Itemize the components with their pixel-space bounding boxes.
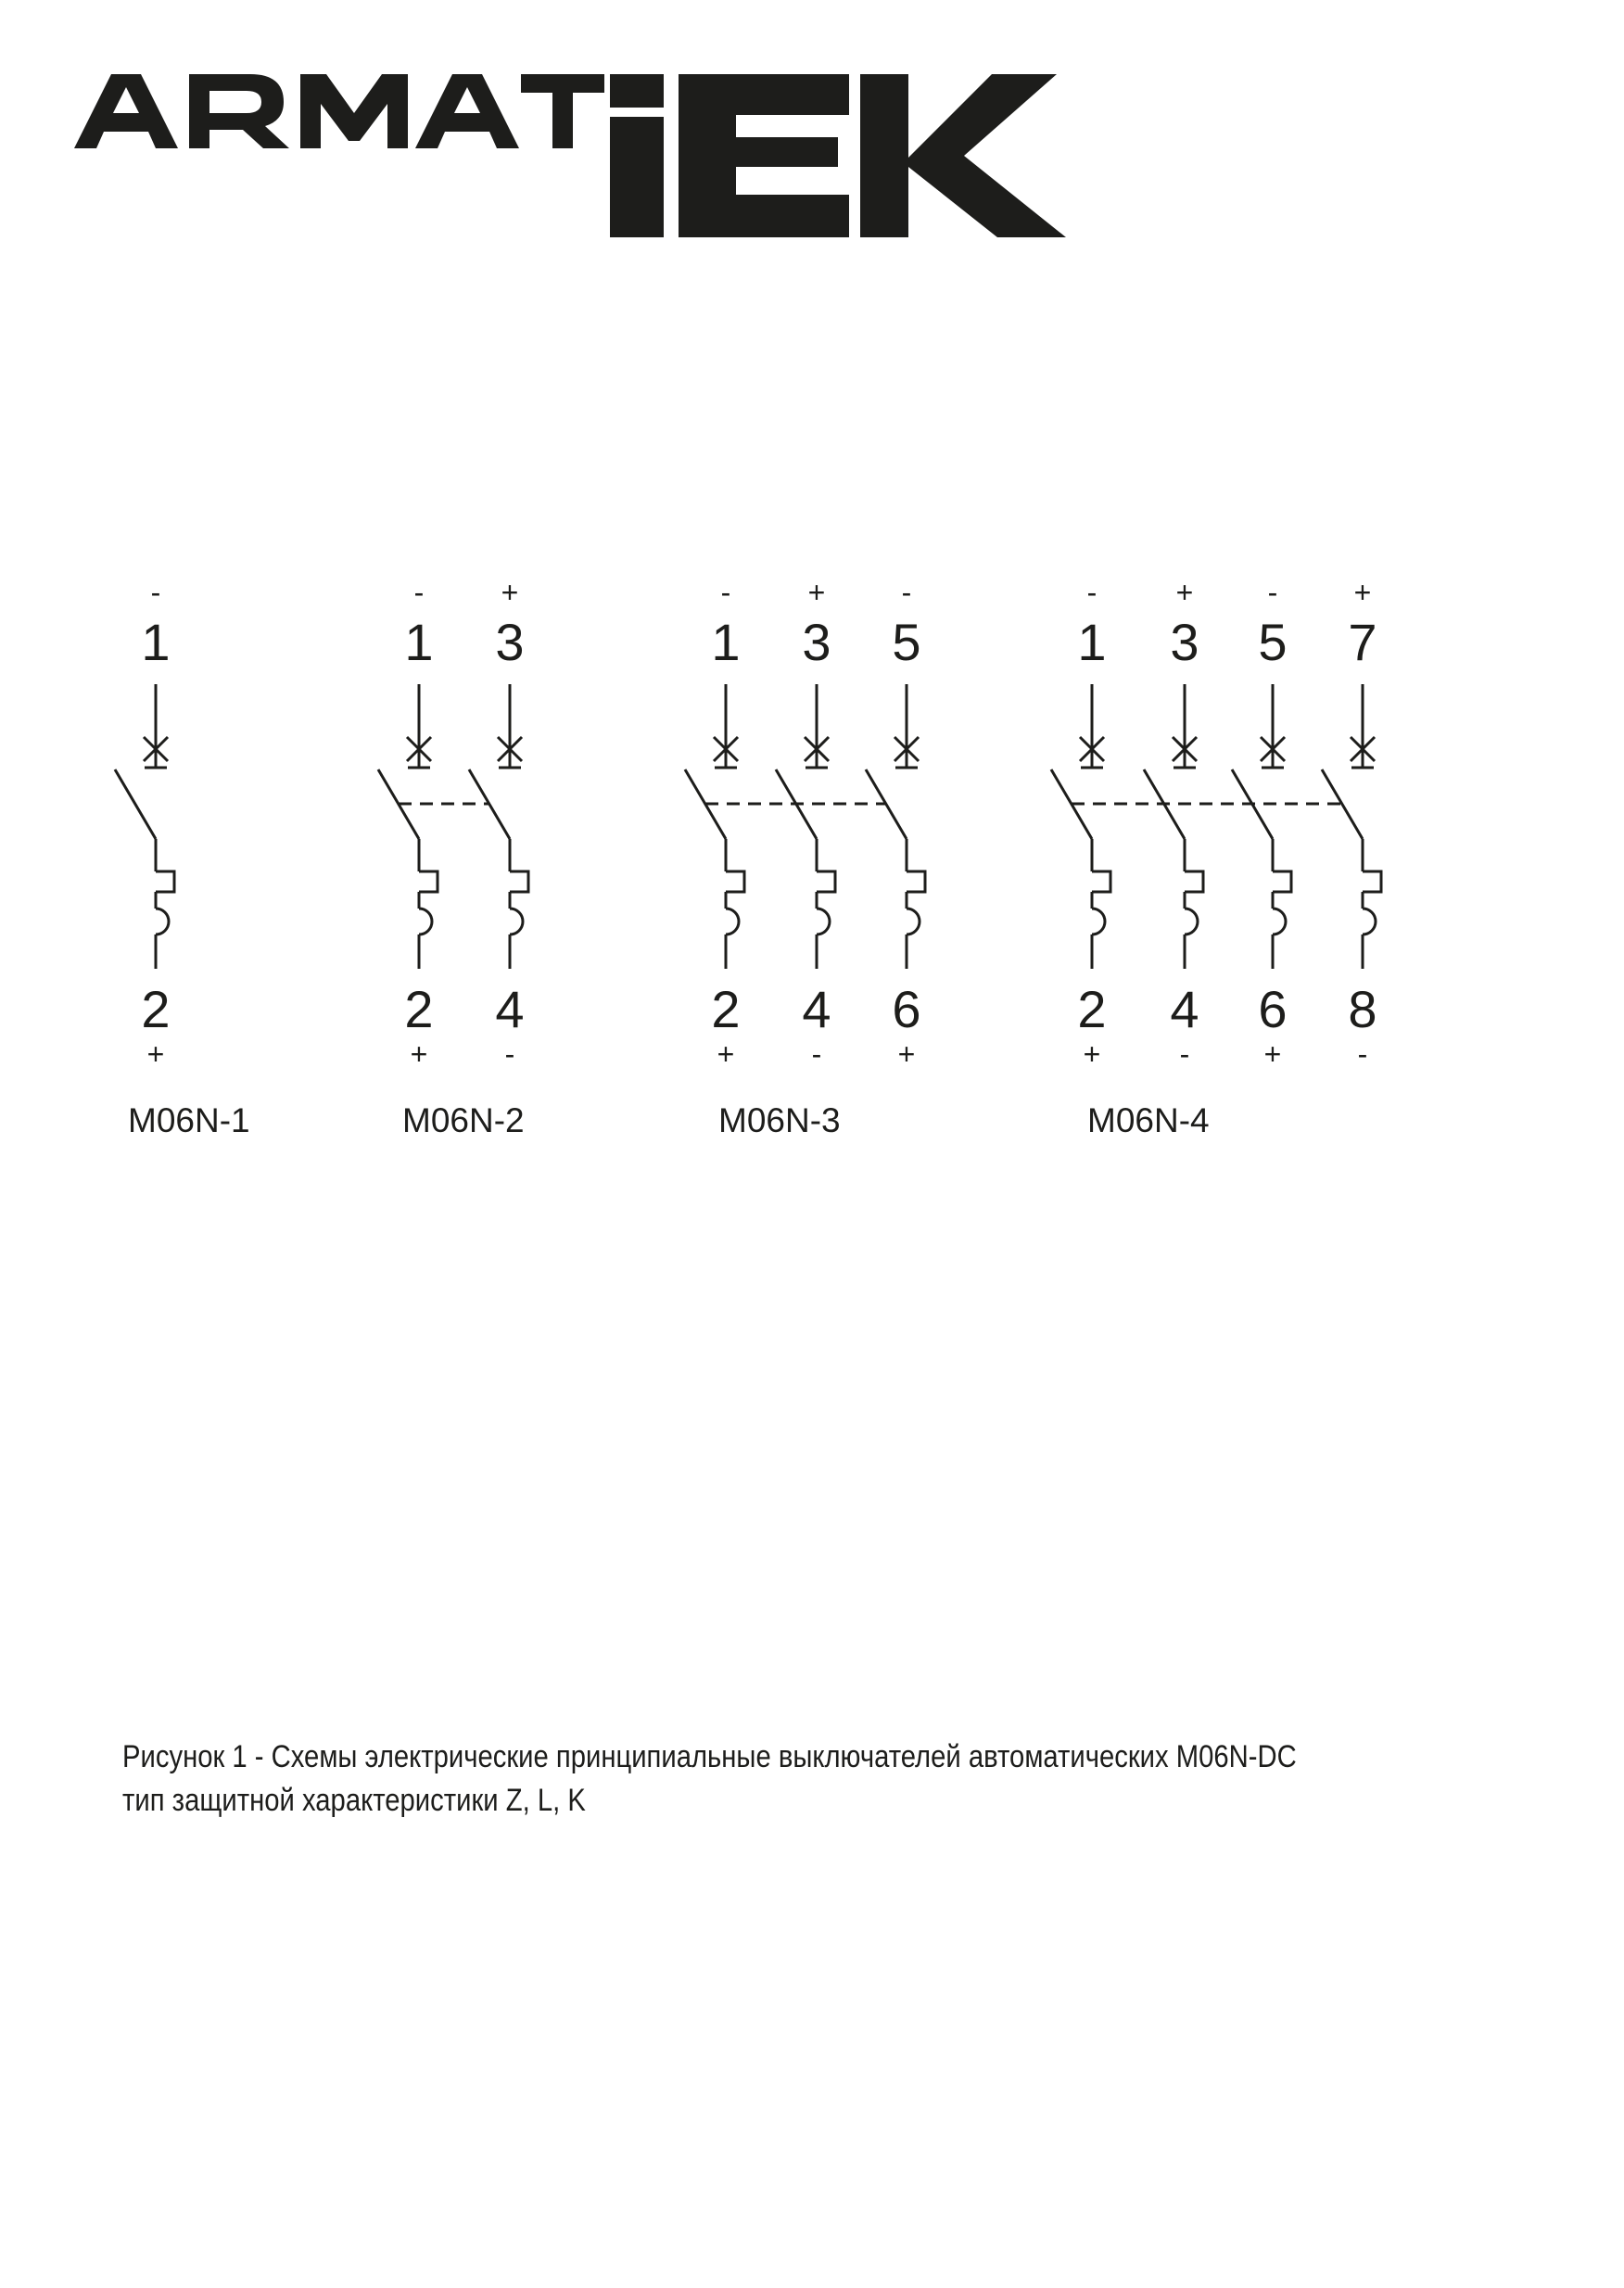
pole-2 — [1144, 684, 1203, 969]
top-terminal-label: 5 — [1258, 613, 1288, 671]
magnetic-release — [419, 909, 432, 934]
thermal-release — [1185, 871, 1203, 892]
thermal-release — [726, 871, 744, 892]
bottom-terminal-label: 8 — [1348, 980, 1377, 1038]
diagram-m06n-4 — [1051, 576, 1381, 1071]
top-terminal-label: 1 — [1077, 613, 1107, 671]
magnetic-release — [726, 909, 739, 934]
top-polarity-label: - — [1086, 576, 1097, 609]
bottom-polarity-label: + — [410, 1037, 428, 1071]
top-polarity-label: - — [413, 576, 425, 609]
bottom-polarity-label: + — [717, 1037, 735, 1071]
pole-1 — [378, 684, 438, 969]
diagram-m06n-3 — [685, 576, 925, 1071]
bottom-polarity-label: + — [897, 1037, 916, 1071]
bottom-polarity-label: - — [504, 1037, 515, 1071]
top-terminal-label: 3 — [802, 613, 831, 671]
thermal-release — [510, 871, 528, 892]
top-polarity-label: + — [1175, 576, 1194, 609]
top-polarity-label: - — [720, 576, 731, 609]
thermal-release — [1092, 871, 1110, 892]
top-terminal-label: 5 — [892, 613, 921, 671]
bottom-terminal-label: 2 — [404, 980, 434, 1038]
top-terminal-label: 1 — [141, 613, 171, 671]
thermal-release — [1363, 871, 1381, 892]
model-label-m06n-3: M06N-3 — [718, 1101, 841, 1139]
thermal-release — [907, 871, 925, 892]
bottom-polarity-label: + — [146, 1037, 165, 1071]
bottom-terminal-label: 2 — [141, 980, 171, 1038]
top-terminal-label: 3 — [495, 613, 525, 671]
pole-1 — [1051, 684, 1110, 969]
top-terminal-label: 7 — [1348, 613, 1377, 671]
bottom-terminal-label: 4 — [495, 980, 525, 1038]
top-terminal-label: 1 — [711, 613, 741, 671]
bottom-terminal-label: 6 — [892, 980, 921, 1038]
bottom-terminal-label: 2 — [711, 980, 741, 1038]
model-label-m06n-2: M06N-2 — [402, 1101, 525, 1139]
pole-3 — [1232, 684, 1291, 969]
magnetic-release — [1185, 909, 1198, 934]
pole-2 — [776, 684, 835, 969]
magnetic-release — [1363, 909, 1376, 934]
magnetic-release — [510, 909, 523, 934]
top-terminal-label: 1 — [404, 613, 434, 671]
top-polarity-label: - — [150, 576, 161, 609]
pole-1 — [115, 684, 174, 969]
bottom-terminal-label: 4 — [1170, 980, 1199, 1038]
thermal-release — [817, 871, 835, 892]
thermal-release — [156, 871, 174, 892]
magnetic-release — [817, 909, 830, 934]
model-label-m06n-1: M06N-1 — [128, 1101, 250, 1139]
bottom-polarity-label: - — [811, 1037, 822, 1071]
magnetic-release — [907, 909, 920, 934]
bottom-terminal-label: 6 — [1258, 980, 1288, 1038]
pole-3 — [866, 684, 925, 969]
caption-line-1: Рисунок 1 - Схемы электрические принципиальные выключателей автоматических М06N-DC — [122, 1739, 1297, 1774]
pole-2 — [469, 684, 528, 969]
top-terminal-label: 3 — [1170, 613, 1199, 671]
top-polarity-label: + — [807, 576, 826, 609]
top-polarity-label: - — [901, 576, 912, 609]
bottom-terminal-label: 2 — [1077, 980, 1107, 1038]
diagram-m06n-2 — [378, 576, 528, 1071]
bottom-terminal-label: 4 — [802, 980, 831, 1038]
bottom-polarity-label: + — [1083, 1037, 1101, 1071]
top-polarity-label: + — [1353, 576, 1372, 609]
bottom-polarity-label: - — [1357, 1037, 1368, 1071]
pole-4 — [1322, 684, 1381, 969]
pole-1 — [685, 684, 744, 969]
magnetic-release — [1273, 909, 1286, 934]
magnetic-release — [156, 909, 169, 934]
bottom-polarity-label: - — [1179, 1037, 1190, 1071]
switch-blade — [115, 769, 156, 839]
diagram-m06n-1 — [115, 576, 174, 1071]
top-polarity-label: + — [501, 576, 519, 609]
figure-caption — [122, 1735, 1318, 1823]
bottom-polarity-label: + — [1263, 1037, 1282, 1071]
thermal-release — [419, 871, 438, 892]
caption-line-2: тип защитной характеристики Z, L, K — [122, 1783, 586, 1818]
model-label-m06n-4: M06N-4 — [1087, 1101, 1210, 1139]
top-polarity-label: - — [1267, 576, 1278, 609]
magnetic-release — [1092, 909, 1105, 934]
thermal-release — [1273, 871, 1291, 892]
